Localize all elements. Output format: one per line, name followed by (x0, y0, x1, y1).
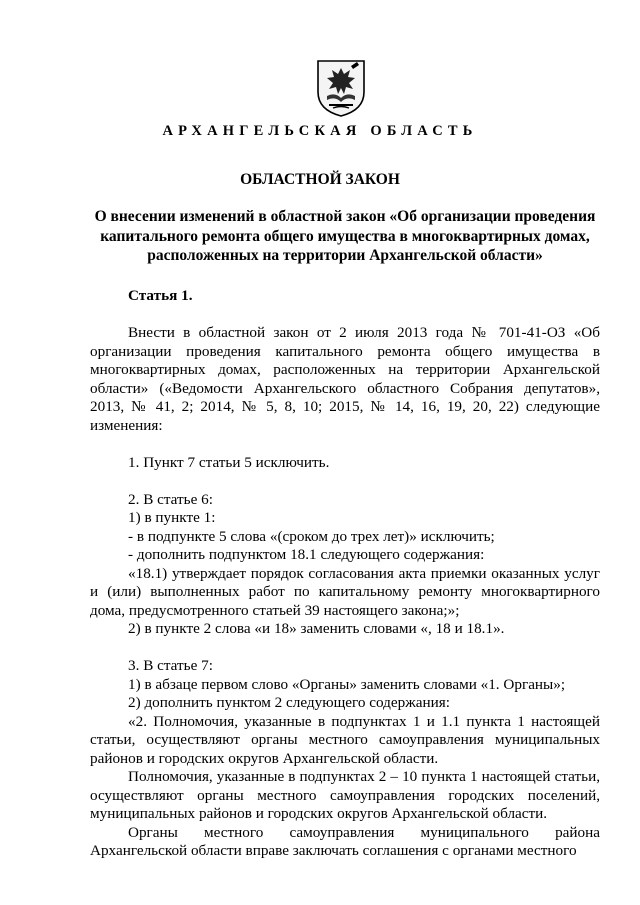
coat-of-arms-icon (315, 58, 367, 118)
paragraph: 2) дополнить пунктом 2 следующего содержания: (128, 694, 450, 711)
region-name: АРХАНГЕЛЬСКАЯ ОБЛАСТЬ (162, 123, 478, 139)
paragraph: «18.1) утверждает порядок согласования акта приемки оказанных услуг и (или) выполненных работ по капитальному ремонту многоквартирного дома, предусмотренного статьей 39 настоящего закона;»; (90, 564, 600, 619)
paragraph: Внести в областной закон от 2 июля 2013 года № 701-41-ОЗ «Об организации проведения капитального ремонта общего имущества в многоквартирных домах, расположенных на территории Архангельской области» («Ведомости Архангельского областного Собрания депутатов», 2013, № 41, 2; 2014, № 5, 8, 10; 2015, № 14, 16, 19, 20, 22) следующие изменения: (90, 324, 600, 434)
law-type-title: ОБЛАСТНОЙ ЗАКОН (240, 171, 400, 188)
document-body (90, 287, 600, 861)
paragraph: 1) в абзаце первом слово «Органы» заменить словами «1. Органы»; (128, 675, 566, 693)
paragraph: 1. Пункт 7 статьи 5 исключить. (128, 453, 330, 471)
paragraph: - дополнить подпунктом 18.1 следующего содержания: (128, 546, 485, 563)
paragraph: 2. В статье 6: (128, 490, 213, 508)
article-heading: Статья 1. (128, 287, 193, 304)
paragraph: «2. Полномочия, указанные в подпунктах 1 и 1.1 пункта 1 настоящей статьи, осуществляют органы местного самоуправления муниципальных районов и городских округов Архангельской области. (90, 712, 600, 767)
paragraph: - в подпункте 5 слова «(сроком до трех лет)» исключить; (128, 527, 495, 545)
paragraph: 3. В статье 7: (128, 657, 213, 674)
paragraph: Органы местного самоуправления муниципального района Архангельской области вправе заключать соглашения с органами местного (90, 823, 600, 859)
law-subtitle: О внесении изменений в областной закон «Об организации проведения капитального ремонта общего имущества в многоквартирных домах, расположенных на территории Архангельской области» (94, 208, 596, 264)
paragraph: 1) в пункте 1: (128, 509, 216, 526)
paragraph: 2) в пункте 2 слова «и 18» заменить словами «, 18 и 18.1». (128, 620, 505, 637)
paragraph: Полномочия, указанные в подпунктах 2 – 10 пункта 1 настоящей статьи, осуществляют органы местного самоуправления городских поселений, муниципальных районов и городских округов Архангельской области. (90, 768, 600, 822)
